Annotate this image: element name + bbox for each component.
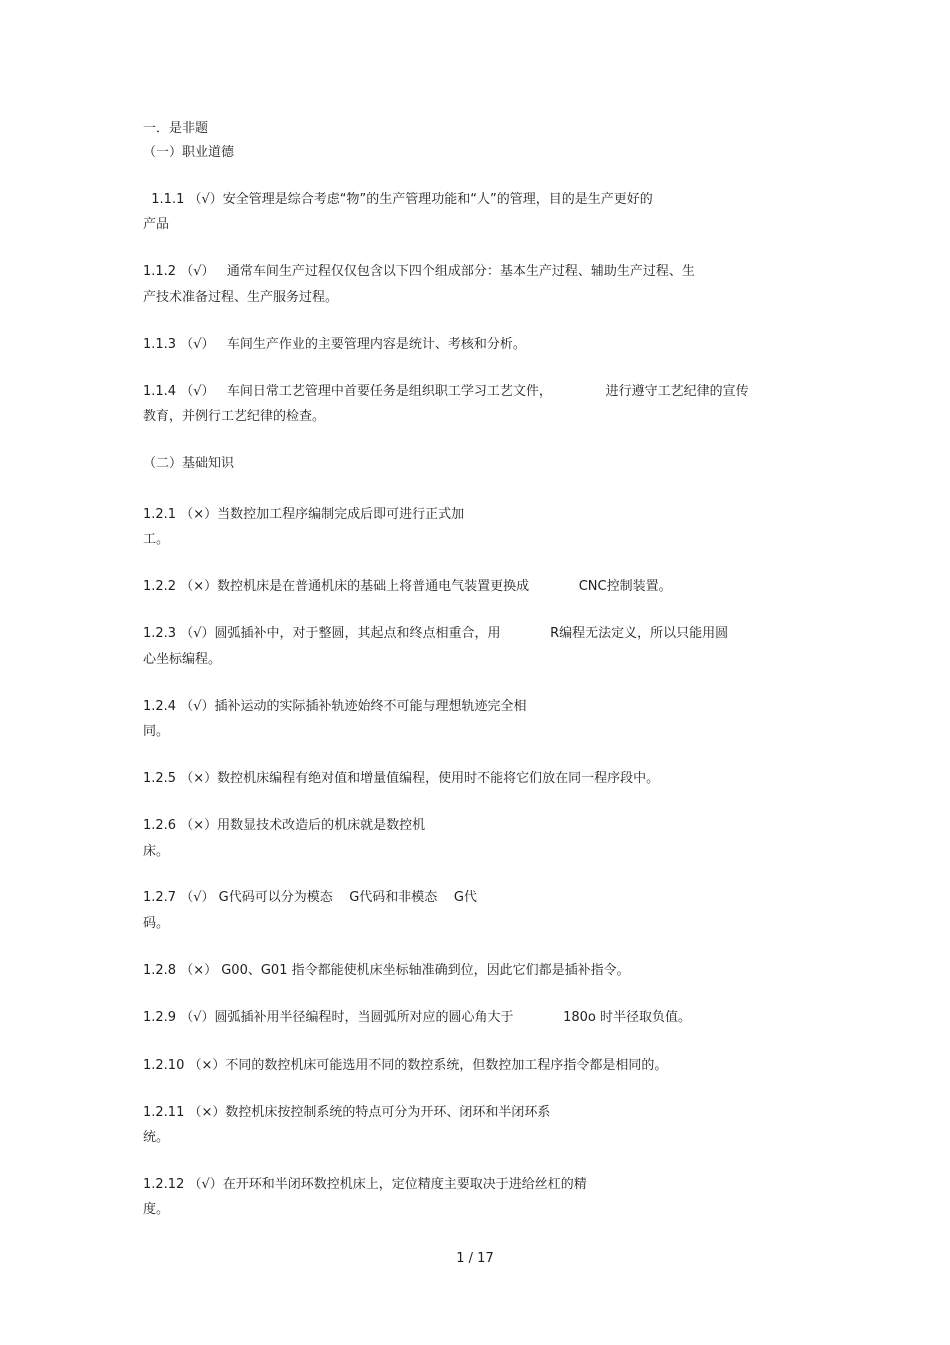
page-number: 1 / 17 — [456, 1251, 494, 1266]
item-1.2.12-line2: 度。 — [143, 1202, 170, 1217]
item-1.2.3-line2: 心坐标编程。 — [143, 652, 222, 667]
item-1.1.4-line2: 教育，并例行工艺纪律的检查。 — [143, 409, 326, 424]
item-1.2.5-line1: 1.2.5 （×）数控机床编程有绝对值和增量值编程，使用时不能将它们放在同一程序段中。 — [143, 771, 660, 786]
item-1.2.4-line1: 1.2.4 （√）插补运动的实际插补轨迹始终不可能与理想轨迹完全相 — [143, 699, 527, 714]
item-1.2.11-line1: 1.2.11 （×）数控机床按控制系统的特点可分为开环、闭环和半闭环系 — [143, 1105, 551, 1120]
item-1.2.12-line1: 1.2.12 （√）在开环和半闭环数控机床上，定位精度主要取决于进给丝杠的精 — [143, 1177, 587, 1192]
item-1.2.9-line1: 1.2.9 （√）圆弧插补用半径编程时，当圆弧所对应的圆心角大于 180o 时半径取负值。 — [143, 1010, 691, 1025]
item-1.2.8-line1: 1.2.8 （×） G00、G01 指令都能使机床坐标轴准确到位，因此它们都是插补指令。 — [143, 963, 630, 978]
item-1.1.1-line1: 1.1.1 （√）安全管理是综合考虑“物”的生产管理功能和“人”的管理，目的是生产更好的 — [143, 192, 653, 207]
item-1.1.2-line2: 产技术准备过程、生产服务过程。 — [143, 290, 339, 305]
item-1.2.1-line1: 1.2.1 （×）当数控加工程序编制完成后即可进行正式加 — [143, 507, 465, 522]
subsection-title-ethics: （一）职业道德 — [143, 145, 235, 160]
item-1.2.6-line2: 床。 — [143, 844, 170, 859]
subsection-title-basics: （二）基础知识 — [143, 456, 235, 471]
item-1.2.6-line1: 1.2.6 （×）用数显技术改造后的机床就是数控机 — [143, 818, 426, 833]
item-1.2.4-line2: 同。 — [143, 724, 170, 739]
item-1.1.1-line2: 产品 — [143, 217, 170, 232]
section-title: 一．是非题 — [143, 121, 209, 136]
item-1.2.7-line1: 1.2.7 （√） G代码可以分为模态 G代码和非模态 G代 — [143, 890, 477, 905]
item-1.2.2-line1: 1.2.2 （×）数控机床是在普通机床的基础上将普通电气装置更换成 CNC控制装置。 — [143, 579, 672, 594]
item-1.1.4-line1: 1.1.4 （√） 车间日常工艺管理中首要任务是组织职工学习工艺文件， 进行遵守工艺纪律的宣传 — [143, 384, 749, 399]
item-1.2.7-line2: 码。 — [143, 916, 170, 931]
item-1.2.3-line1: 1.2.3 （√）圆弧插补中，对于整圆，其起点和终点相重合，用 R编程无法定义，所以只能用圆 — [143, 626, 729, 641]
item-1.1.3-line1: 1.1.3 （√） 车间生产作业的主要管理内容是统计、考核和分析。 — [143, 337, 526, 352]
item-1.2.10-line1: 1.2.10 （×）不同的数控机床可能选用不同的数控系统，但数控加工程序指令都是相同的。 — [143, 1058, 668, 1073]
item-1.1.2-line1: 1.1.2 （√） 通常车间生产过程仅仅包含以下四个组成部分：基本生产过程、辅助生产过程、生 — [143, 264, 695, 279]
item-1.2.11-line2: 统。 — [143, 1130, 170, 1145]
item-1.2.1-line2: 工。 — [143, 532, 170, 547]
